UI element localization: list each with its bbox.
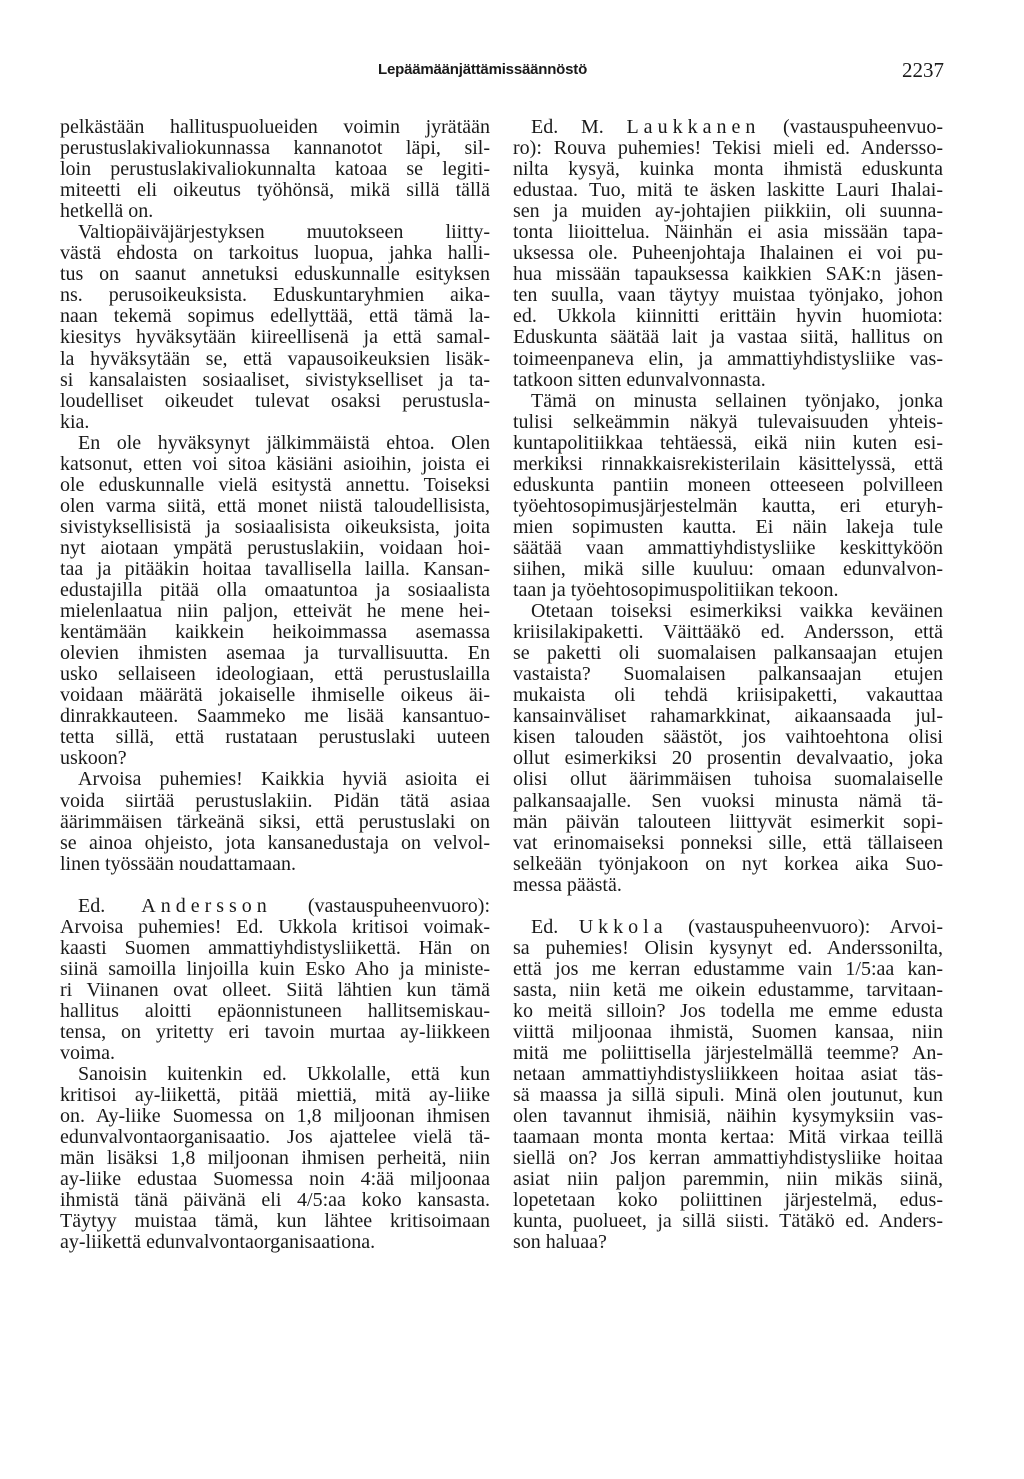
text-line: nyt aiotaan ympätä perustuslakiin, voidaan hoi- (60, 536, 490, 559)
paragraph-gap (513, 896, 943, 917)
left-column (60, 117, 490, 1253)
text-line: mitä me poliittisella järjestelmällä teemme? An- (513, 1042, 943, 1065)
text-line: katsonut, etten voi sitoa käsiäni asioihin, joista ei (60, 452, 490, 475)
text-line: Arvoisa puhemies! Kaikkia hyviä asioita ei (78, 768, 490, 791)
text-line: edustaa. Tuo, mitä te äsken laskitte Lauri Ihalai- (513, 179, 943, 202)
text-line: viittä miljoonaa ihmistä, Suomen kansaa, niin (513, 1020, 943, 1043)
text-line: ten suulla, vaan täytyy muistaa työnjako, johon (513, 284, 943, 307)
text-line: sivistyksellisistä ja sosiaalisista oikeuksista, joita (60, 515, 490, 538)
text-line: Täytyy muistaa tämä, kun lähtee kritisoimaan (60, 1210, 490, 1233)
text-line: tensa, on yritetty eri tavoin murtaa ay-liikkeen (60, 1020, 490, 1043)
text-line: ri Viinanen ovat olleet. Siitä lähtien kun tämä (60, 978, 490, 1001)
speaker-prefix: Ed. (531, 915, 579, 938)
text-line: si kansalaisten sosiaaliset, sivistykselliset ja ta- (60, 368, 490, 391)
text-line: se paketti oli suomalaisen palkansaajan etujen (513, 642, 943, 665)
text-line: edunvalvontaorganisaatio. Jos ajattelee vielä tä- (60, 1126, 490, 1149)
text-line: Valtiopäiväjärjestyksen muutokseen liitty- (78, 221, 490, 244)
text-line: linen työssään noudattamaan. (60, 852, 297, 875)
text-line: netaan ammattiyhdistysliikkeen hoitaa asiat täs- (513, 1063, 943, 1086)
text-line: kaasti Suomen ammattiyhdistysliikettä. Hän on (60, 936, 490, 959)
text-line: Tämä on minusta sellainen työnjako, jonka (531, 389, 943, 412)
text-line: kisen talouden säästöt, jos vaihtoehtona olisi (513, 726, 943, 749)
text-line: kunta, puolueet, ja sillä siisti. Tätäkö ed. Anders- (513, 1210, 943, 1233)
text-line: tulisi selkeämmin näkyä tulevaisuuden yhteis- (513, 410, 943, 433)
text-line: Eduskunta säätää lait ja vastaa siitä, hallitus on (513, 326, 943, 349)
text-line: Arvoisa puhemies! Ed. Ukkola kritisoi voimak- (60, 915, 490, 938)
text-line: messa päästä. (513, 873, 622, 896)
text-line: uskoon? (60, 747, 127, 770)
text-line: ns. perusoikeuksista. Eduskuntaryhmien aika- (60, 284, 490, 307)
text-line: olen varma siitä, että monet niistä taloudellisista, (60, 494, 490, 517)
speaker-role: (vastauspuheenvuoro): Arvoi- (667, 915, 943, 938)
text-line: uksessa ole. Puheenjohtaja Ihalainen ei voi pu- (513, 242, 943, 265)
text-line: En ole hyväksynyt jälkimmäistä ehtoa. Olen (78, 431, 490, 454)
text-line: palkansaajalle. Sen vuoksi minusta nämä tä- (513, 789, 943, 812)
text-line: nilta kysyä, kuinka monta ihmistä eduskunta (513, 158, 943, 181)
text-line: kansainväliset rahamarkkinat, aikaansaada jul- (513, 705, 943, 728)
text-line: siihen, mikä sille kuuluu: omaan edunvalvon- (513, 557, 943, 580)
speaker-line (60, 896, 490, 917)
right-column (513, 117, 943, 1253)
text-line: taamaan monta monta kertaa: Mitä virkaa teillä (513, 1126, 943, 1149)
text-line: voima. (60, 1042, 115, 1065)
text-line: kiesitys hyväksytään kiireellisenä ja että samal- (60, 326, 490, 349)
page-header (0, 58, 1024, 88)
text-line: usko sellaiseen ideologiaan, että perustuslailla (60, 663, 490, 686)
speaker-line (513, 917, 943, 938)
text-line: män päivän talouteen liittyvät esimerkit sopi- (513, 810, 943, 833)
text-line: säätää vaan ammattiyhdistysliike keskittyköön (513, 536, 943, 559)
speaker-prefix: Ed. (78, 894, 142, 917)
text-line: hetkellä on. (60, 200, 154, 223)
speaker-name: Andersson (141, 894, 272, 917)
text-line: olisi ollut äärimmäisen tuhoisa suomalaiselle (513, 768, 943, 791)
text-line: ay-liikettä edunvalvontaorganisaationa. (60, 1231, 376, 1254)
text-line: sen ja muiden ay-johtajien piikkiin, oli suunna- (513, 200, 943, 223)
text-line: Sanoisin kuitenkin ed. Ukkolalle, että kun (78, 1063, 490, 1086)
text-line: kriisilakipaketti. Väittääkö ed. Andersson, että (513, 621, 943, 644)
text-line: sasta, niin ketä me oikein edustamme, tarvitaan- (513, 978, 943, 1001)
text-line: ed. Ukkola kiinnitti erittäin hyvin huomiota: (513, 305, 943, 328)
text-line: miteetti eli oikeutus työhönsä, mikä sillä tällä (60, 179, 490, 202)
speaker-name: Ukkola (578, 915, 668, 938)
text-line: kentämään kaikkein heikoimmassa asemassa (60, 621, 490, 644)
text-line: mielenlaatua niin paljon, etteivät he mene hei- (60, 600, 490, 623)
text-line: ole eduskunnalle vielä esitystä annettu. Toiseksi (60, 473, 490, 496)
speaker-name: Laukkanen (626, 116, 761, 138)
speaker-role: (vastauspuheenvuo- (760, 116, 944, 138)
text-line: perustuslakivaliokunnassa kannanotot läpi, sil- (60, 137, 490, 160)
text-line: dinrakkauteen. Saammeko me lisää kansantuo- (60, 705, 490, 728)
speaker-line (513, 117, 943, 138)
text-line: ihmistä tänä päivänä eli 4/5:aa koko kansasta. (60, 1189, 490, 1212)
text-line: son haluaa? (513, 1231, 607, 1254)
text-line: että jos me kerran edustamme vain 1/5:aa kan- (513, 957, 943, 980)
text-line: mien sopimusten kautta. Ei näin lakeja tule (513, 515, 943, 538)
text-line: toimeenpaneva elin, ja ammattiyhdistysliike vas- (513, 347, 943, 370)
text-line: kuntapolitiikkaa tehtäessä, eikä niin kuten esi- (513, 431, 943, 454)
text-line: selkeään työnjakoon on nyt korkea aika Suo- (513, 852, 943, 875)
text-line: asiat niin paljon paremmin, niin mikäs siinä, (513, 1168, 943, 1191)
text-line: Otetaan toiseksi esimerkiksi vaikka keväinen (531, 600, 943, 623)
text-line: hua missään tapauksessa kaikkien SAK:n jäsen- (513, 263, 943, 286)
text-line: ollut esimerkiksi 20 prosentin devalvaatio, joka (513, 747, 943, 770)
text-line: sa puhemies! Olisin kysynyt ed. Anderssonilta, (513, 936, 943, 959)
text-line: loin perustuslakivaliokunnalta katoaa se legiti- (60, 158, 490, 181)
running-title: Lepäämäänjättämissäännöstö (378, 61, 588, 78)
text-line: eduskunta pantiin moneen otteeseen polvilleen (513, 473, 943, 496)
text-line: ko meitä silloin? Jos todella me emme edusta (513, 999, 943, 1022)
text-line: lopetetaan koko poliittinen järjestelmä, edus- (513, 1189, 943, 1212)
text-line: vat erinomaiseksi ponneksi sille, että tällaiseen (513, 831, 943, 854)
text-line: siellä on? Jos kerran ammattiyhdistysliike hoitaa (513, 1147, 943, 1170)
text-line: taa ja pitääkin hoitaa tavallisella lailla. Kansan- (60, 557, 490, 580)
text-line: män lisäksi 1,8 miljoonan ihmisen perheitä, niin (60, 1147, 490, 1170)
text-line: tonta liioittelua. Näinhän ei asia missään tapa- (513, 221, 943, 244)
text-line: hallitus aloitti epäonnistuneen hallitsemiskau- (60, 999, 490, 1022)
text-line: olevien ihmisten asemaa ja turvallisuutta. En (60, 642, 490, 665)
text-line: ro): Rouva puhemies! Tekisi mieli ed. Andersso- (513, 137, 943, 160)
paragraph-gap (60, 875, 490, 896)
text-line: se ainoa ohjeisto, jota kansanedustaja on velvol- (60, 831, 490, 854)
text-line: edustajilla pitää olla omaatuntoa ja sosiaalista (60, 579, 490, 602)
speaker-prefix: Ed. M. (531, 116, 627, 138)
text-line: sä maassa ja sillä sipuli. Minä olen joutunut, kun (513, 1084, 943, 1107)
text-line: olen tavannut ihmisiä, näihin kysymyksiin vas- (513, 1105, 943, 1128)
text-line: mukaista oli tehdä kriisipaketti, vakauttaa (513, 684, 943, 707)
text-line: ay-liike edustaa Suomessa noin 4:ää miljoonaa (60, 1168, 490, 1191)
text-line: la hyväksytään se, että vapausoikeuksien lisäk- (60, 347, 490, 370)
speaker-role: (vastauspuheenvuoro): (271, 894, 490, 917)
text-line: äärimmäisen tärkeänä siksi, että perustuslaki on (60, 810, 490, 833)
text-line: kia. (60, 410, 90, 433)
text-line: västä ehdosta on tarkoitus luopua, jahka halli- (60, 242, 490, 265)
text-line: voida siirtää perustuslakiin. Pidän tätä asiaa (60, 789, 490, 812)
text-line: työehtosopimusjärjestelmän kautta, eri eturyh- (513, 494, 943, 517)
page-number: 2237 (902, 58, 944, 82)
text-line: siinä samoilla linjoilla kuin Esko Aho ja ministe- (60, 957, 490, 980)
text-line: on. Ay-liike Suomessa on 1,8 miljoonan ihmisen (60, 1105, 490, 1128)
text-line: taan ja työehtosopimuspolitiikan tekoon. (513, 579, 839, 602)
text-line: tus on saanut annetuksi eduskunnalle esityksen (60, 263, 490, 286)
text-line: tatkoon sitten edunvalvonnasta. (513, 368, 766, 391)
text-line: voidaan määrätä jokaiselle ihmiselle oikeus äi- (60, 684, 490, 707)
text-line: vastaista? Suomalaisen palkansaajan etujen (513, 663, 943, 686)
text-line: merkiksi rinnakkaisrekisterilain käsittelyssä, että (513, 452, 943, 475)
text-line: tetta sillä, että rustataan perustuslaki uuteen (60, 726, 490, 749)
text-line: loudelliset oikeudet tulevat osaksi perustusla- (60, 389, 490, 412)
text-line: naan tekemä sopimus edellyttää, että tämä la- (60, 305, 490, 328)
text-line: kritisoi ay-liikettä, pitää miettiä, mitä ay-liike (60, 1084, 490, 1107)
text-line: pelkästään hallituspuolueiden voimin jyrätään (60, 116, 490, 138)
